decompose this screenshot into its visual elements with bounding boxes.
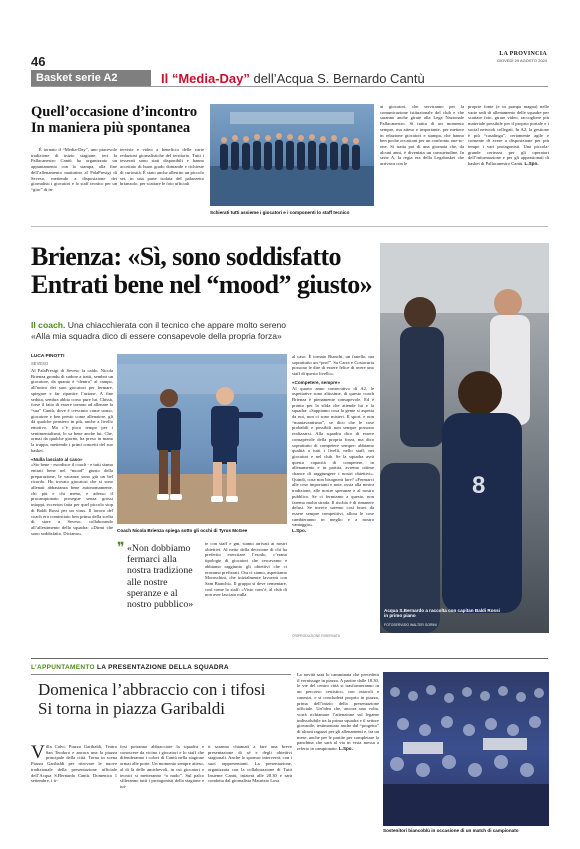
story2-col3: te con staff e gm, siamo arrivati ai nostri obiettivi. Al netto della decisione di chi ha preferito esercitare l’esodo, c’erano tipologie di giocatori che cercavamo e abbiamo raggiunto gli obiettivi che ci eravamo prefissati. Ora ci siamo, aspettiamo Moraschini, che inizialmente lavorerà con Sam Bianchi». Il gruppo si deve cementare, così come lo staff: «Visto com’è, al club di non aver lasciato nulla xyxy=(205,541,287,598)
story3-col2: fosi potranno abbracciare la squadra e conoscere da vicino i giocatori e lo staff che difenderanno i colori di Cantù nella stagione ormai alle porte. Un momento sempre atteso, al di là delle amichevoli, in cui giocatori e tecnici si metteranno “a nudo”. Sul palco sfileranno tutti i protagonisti della stagione e tut- xyxy=(120,744,204,789)
story1-col2: terviste e video a beneficio delle varie redazioni giornalistiche del territorio. Tutti i tesserati sono stati disponibili e hanno accettato di buon grado domande e richieste di curiosità. È stato anche allestito un piccolo set, in una parte isolata del palazzetto brianzolo, per scattare le foto ufficiali xyxy=(120,147,204,187)
story3-col4: La novità sarà lo camminata che precederà il vernissage in piazza. A partire dalle 18.30, le vie del centro città si trasformeranno in un percorso cestistico, con ostacoli e canestri, e si concluderà proprio in piazza, prima dell’inizio della presentazione ufficiale. Un’idea che, ancora una volta, vorrà richiamare l’attenzione sul legame indissolubile tra la prima squadra e il settore giovanile, testimoniato anche dal “progetto” di alcuni ragazzi per gli allenamenti e, tra un mese, anche per le partite per completare la panchina che sarà al via in vista messa a referto in campionato. L.Spo. xyxy=(297,672,379,752)
story1-col1: È tornato il “Media-Day”, uno piacevole tradizione di inizio stagione, ieri la Pallacanestro Cantù ha organizzato un appuntamento con la stampa, alla fine dell’allenamento mattutino al PalaPresigi di Seveso, mettendo a disposizione dei giornalisti i giocatori e lo staff tecnico per un “giro” di in- xyxy=(31,147,117,192)
coach-photo xyxy=(117,354,287,524)
pull-quote: ❞ «Non dobbiamo fermarci alla nostra tradizione alle nostre speranze e al nostro pubblico» xyxy=(117,540,194,611)
players-huddle-graphic xyxy=(380,243,549,633)
team-photo-caption: Schierati tutti assieme i giocatori e i componenti lo staff tecnico xyxy=(210,210,350,215)
dateline: SEVESO xyxy=(31,361,49,366)
copyright-note: ©RIPRODUZIONE RISERVATA xyxy=(292,634,340,638)
story2-deck: Il coach. Una chiacchierata con il tecnico che appare molto sereno «Alla mia squadra dico di essere consapevole della propria forza» xyxy=(31,320,287,341)
svg-text:8: 8 xyxy=(472,472,486,499)
team-lineup-graphic xyxy=(210,104,374,206)
fans-photo-caption: Sostenitori biancoblù in occasione di un match di campionato xyxy=(383,828,519,833)
page-number: 46 xyxy=(31,54,46,69)
section-label: Basket serie A2 xyxy=(31,70,151,86)
divider-2 xyxy=(31,658,548,659)
byline: LUCA PINOTTI xyxy=(31,354,65,359)
team-photo xyxy=(210,104,374,206)
huddle-photo-caption: Acqua S.Bernardo a raccolta con capitan Baldi Rossi in primo piano xyxy=(384,607,500,619)
team-huddle-photo xyxy=(380,243,549,633)
story2-col4: al caso. È tornato Bianchi, un fratello, ma soprattutto un “prof”. Sa Carra e Costacurta possono le dire di essere felice di avere uno staff di questo livello». «Competere, sempre» Al quarto anno consecutivo di A2, le aspettative sono altissime, di questo coach Brienza è pienamente consapevole. Ed è pronto per la sfida che attende lui e la squadra: «Sappiamo cosa la gente si aspetta da noi, non ci sono misteri. Il sport, e non “maniavantismo”, se dico che le cose probabili e possibili non sempre possono realizzarsi. Alla squadra dico di essere consapevole della propria forza, ma dico soprattutto di competere sempre: abbiamo qualità a tutti i livelli, nello staff, nei giocatori e nel club. Se la squadra avrà questa capacità di competere, in allenamento e in partita, avremo ottime chance di raggiungere i nostri obiettivi». Quindi, cosa non bisognerà fare? «Fermarci alle cose importanti e note, ossia alla nostra tradizione, alle nostre speranze e al nostro pubblico. Se ci fermiamo a questo, non faremo molta strada. Il rischio è di rimanere delusi. Se invece saremo così bravi da essere sempre competitivi, allora le cose cambieranno in meglio e a nostro vantaggio». L.Spo. xyxy=(292,354,374,534)
story3-col3: ti saranno chiamati a fare una breve presentazione di sé e degli obiettivi stagionali. Anche lo sponsor interverrà, con i suoi rappresentanti. La presentazione, organizzata con la collaborazione di Tutti Insieme Cantù, inizierà alle 20.30 e sarà condotta dal giornalista Maurizio Losa. xyxy=(208,744,292,784)
kicker-underline xyxy=(31,674,291,675)
story3-col1: V illa Calvi, Piazza Garibaldi, Teatro San Teodoro e ancora una la piazza principale della città. Torna in scena Piazza Garibaldi per ritrovare le nuove tradizionale della presentazione ufficiale dell’Acqua S.Bernardo Cantù. Domenica 1 settembre, i ti- xyxy=(31,744,117,784)
crowd-graphic xyxy=(383,672,549,826)
section-headline: Il “Media-Day” dell’Acqua S. Bernardo Cantù xyxy=(161,71,425,86)
section-bar xyxy=(31,70,548,87)
issue-date: GIOVEDÌ 29 AGOSTO 2024 xyxy=(496,58,547,63)
story1-col4: proprie fonte (e in pompa magna) nelle varie sedi di allenamento delle squadre per scattare foto, girare video, raccogliere più materiale possibile per il proprio portale e i social network collegati. In A2, la gestione è più “casalinga”, certamente agile e consente di avere a disposizione per più tempo i vari protagonisti. Una piccola-grande certezza per gli operatori dell’informazione e per gli appassionati di basket di Pallacanestro Cantù. L.Spo. xyxy=(468,104,549,167)
story3-title: Domenica l’abbraccio con i tifosi Si torna in piazza Garibaldi xyxy=(38,680,266,718)
story1-title: Quell’occasione d’incontro In maniera più spontanea xyxy=(31,104,198,136)
coach-photo-caption: Coach Nicola Brienza spiega sotto gli occhi di Tyrus McGee xyxy=(117,528,248,533)
coach-and-player-graphic xyxy=(117,354,287,524)
story2-col1: Al PalaPresigi di Seveso fa caldo. Nicola Brienza grondu di sudore a tratti, sembra un giocatore, da quanto è “dentro” al campo, all’unico dei suoi giocatori per fermare, spiegare e far ripartire l’azione. A fine seduta, sembra abbia corso pure lui. Chissà, forse il fatto di essere tornato ad allenare la “sua” Cantù, dove è cresciuto come uomo, giocatore e ben presto come allenatore, gli dà qualche pensiero in più, anche a livello emotivo. Ma c’è poco tempo per i sentimentalismi, lo sa bene anche lui. Che, ormai da qualche giorno, ha preso in mano la truppa, mettendo i primi concetti del suo basket. «Nulla lasciato al caso» «Sto bene - esordisce il coach - e tutti siamo entrati bene nel “mood” giusto della preparazione, le vacanze sono già un bel ricordo. Ho trovato giocatori che si sono allenati abbastanza bene autonomamente, chi più e chi meno, e adesso il procampionato prosegue senza grossi intoppi, eccezion fatta per quel piccolo stop di Baldi Rossi per un virus. Il lavoro del coach era cominciato ben prima della scelta di stare a Seveso, collaborando all’allestimento della squadra: «Dirmi che sono soddisfatto. Diciamo». xyxy=(31,368,113,536)
quote-marks-icon: ❞ xyxy=(117,540,125,556)
masthead: LA PROVINCIA xyxy=(499,51,547,57)
drop-cap: V xyxy=(31,744,45,763)
photo-credit: FOTOSERVIZIO WALTER GORINI xyxy=(384,623,437,627)
divider-1 xyxy=(31,226,548,227)
fans-photo xyxy=(383,672,549,826)
story2-title: Brienza: «Sì, sono soddisfatto Entrati bene nel “mood” giusto» xyxy=(31,242,373,299)
story3-kicker: L’APPUNTAMENTO LA PRESENTAZIONE DELLA SQUADRA xyxy=(31,664,229,671)
story1-col3: ai giocatori, che serviranno per la comunicazione istituzionale del club e che saranno anche girate alla Lega Nazionale Pallacanestro. Si tratta di un momento sempre, ma atteso e importante, per mettere in relazione giocatori e stampa, che hanno ben poche occasioni per un confronto one-to-one. Si tratta poi di una giornata che, da alcuni anni, è diventata un consuetudine. In serie A, la regia era della Legabasket che arrivava con le xyxy=(380,104,464,167)
